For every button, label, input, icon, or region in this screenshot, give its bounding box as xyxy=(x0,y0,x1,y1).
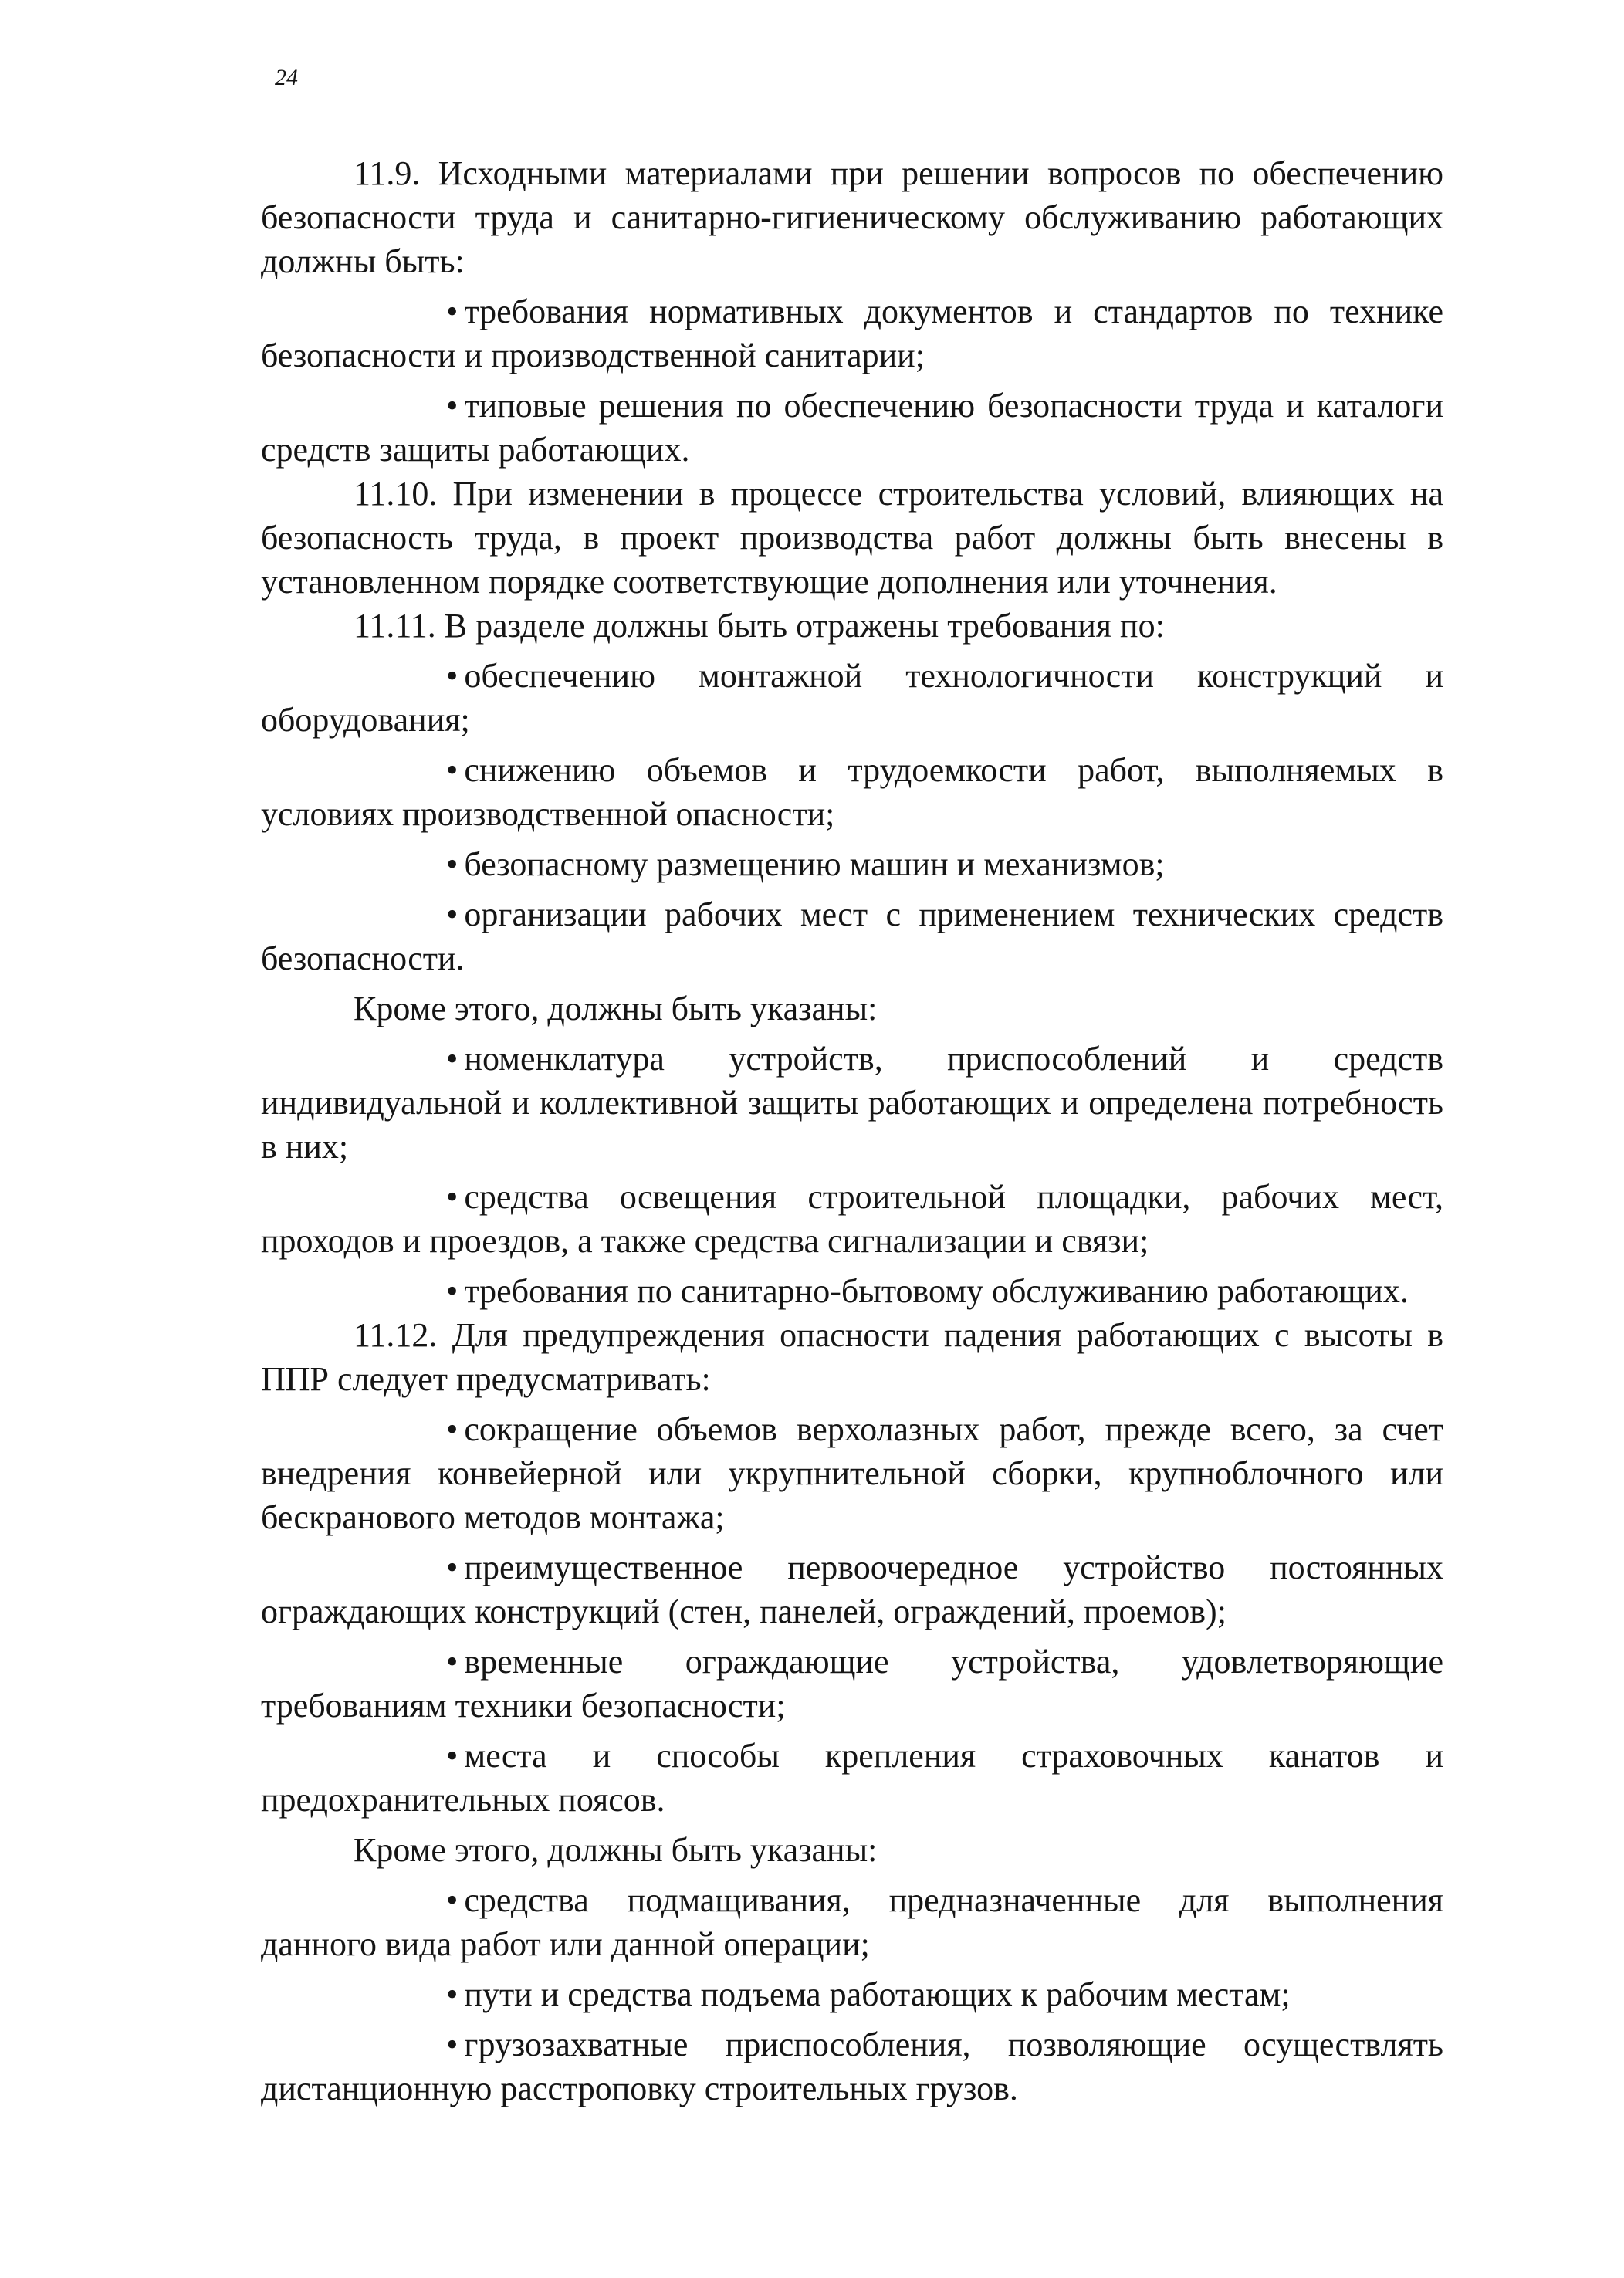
bullet-icon: • xyxy=(446,1975,458,2013)
bullet-icon: • xyxy=(446,751,458,789)
section-11-11-additional-intro: Кроме этого, должны быть указаны: xyxy=(354,990,878,1027)
bullet-icon: • xyxy=(446,1272,458,1310)
list-item xyxy=(261,842,1443,886)
list-item-text: места и способы крепления страховочных канатов и предохранительных поясов. xyxy=(261,1737,1443,1819)
list-item-text: сокращение объемов верхолазных работ, прежде всего, за счет внедрения конвейерной или укрупнительной сборки, крупноблочного или бескранового методов монтажа; xyxy=(261,1410,1443,1536)
page-number: 24 xyxy=(275,65,298,90)
bullet-icon: • xyxy=(446,657,458,695)
bullet-icon: • xyxy=(446,2026,458,2063)
list-item xyxy=(261,1175,1443,1263)
list-item xyxy=(261,1972,1443,2016)
list-item-text: средства освещения строительной площадки, рабочих мест, проходов и проездов, а также средства сигнализации и связи; xyxy=(261,1178,1443,1260)
bullet-icon: • xyxy=(446,387,458,425)
list-item-text: типовые решения по обеспечению безопасности труда и каталоги средств защиты работающих. xyxy=(261,387,1443,469)
list-item xyxy=(261,1640,1443,1728)
list-item xyxy=(261,384,1443,472)
bullet-icon: • xyxy=(446,1410,458,1448)
section-11-11-intro: 11.11. В разделе должны быть отражены требования по: xyxy=(354,607,1165,645)
list-item xyxy=(261,654,1443,742)
list-item xyxy=(261,1545,1443,1633)
bullet-icon: • xyxy=(446,1643,458,1681)
list-item-text: организации рабочих мест с применением технических средств безопасности. xyxy=(261,895,1443,977)
list-item xyxy=(261,1407,1443,1539)
bullet-icon: • xyxy=(446,895,458,933)
list-item-text: пути и средства подъема работающих к рабочим местам; xyxy=(464,1975,1291,2013)
list-item-text: грузозахватные приспособления, позволяющие осуществлять дистанционную расстроповку строительных грузов. xyxy=(261,2026,1443,2107)
document-body xyxy=(261,151,1443,2110)
section-11-12-intro: 11.12. Для предупреждения опасности падения работающих с высоты в ППР следует предусматривать: xyxy=(261,1316,1443,1398)
bullet-icon: • xyxy=(446,293,458,330)
bullet-icon: • xyxy=(446,1549,458,1586)
list-item-text: номенклатура устройств, приспособлений и средств индивидуальной и коллективной защиты работающих и определена потребность в них; xyxy=(261,1040,1443,1166)
bullet-icon: • xyxy=(446,1040,458,1078)
list-item-text: преимущественное первоочередное устройство постоянных ограждающих конструкций (стен, панелей, ограждений, проемов); xyxy=(261,1549,1443,1630)
bullet-icon: • xyxy=(446,1881,458,1919)
list-item-text: безопасному размещению машин и механизмов; xyxy=(464,845,1165,883)
list-item-text: требования нормативных документов и стандартов по технике безопасности и производственной санитарии; xyxy=(261,293,1443,374)
list-item xyxy=(261,2022,1443,2110)
section-11-12-additional-intro: Кроме этого, должны быть указаны: xyxy=(354,1831,878,1869)
list-item-text: обеспечению монтажной технологичности конструкций и оборудования; xyxy=(261,657,1443,739)
list-item-text: временные ограждающие устройства, удовлетворяющие требованиям техники безопасности; xyxy=(261,1643,1443,1725)
bullet-icon: • xyxy=(446,1178,458,1216)
list-item xyxy=(261,892,1443,980)
section-11-10-text: 11.10. При изменении в процессе строительства условий, влияющих на безопасность труда, в проект производства работ должны быть внесены в установленном порядке соответствующие дополнения или уточнения. xyxy=(261,475,1443,601)
list-item xyxy=(261,1269,1443,1313)
list-item xyxy=(261,748,1443,836)
bullet-icon: • xyxy=(446,1737,458,1775)
list-item-text: средства подмащивания, предназначенные для выполнения данного вида работ или данной операции; xyxy=(261,1881,1443,1963)
bullet-icon: • xyxy=(446,845,458,883)
section-11-9-intro: 11.9. Исходными материалами при решении вопросов по обеспечению безопасности труда и санитарно-гигиеническому обслуживанию работающих должны быть: xyxy=(261,154,1443,280)
list-item xyxy=(261,1878,1443,1966)
list-item-text: снижению объемов и трудоемкости работ, выполняемых в условиях производственной опасности; xyxy=(261,751,1443,833)
list-item xyxy=(261,1037,1443,1169)
list-item xyxy=(261,1734,1443,1822)
list-item xyxy=(261,289,1443,377)
list-item-text: требования по санитарно-бытовому обслуживанию работающих. xyxy=(464,1272,1409,1310)
